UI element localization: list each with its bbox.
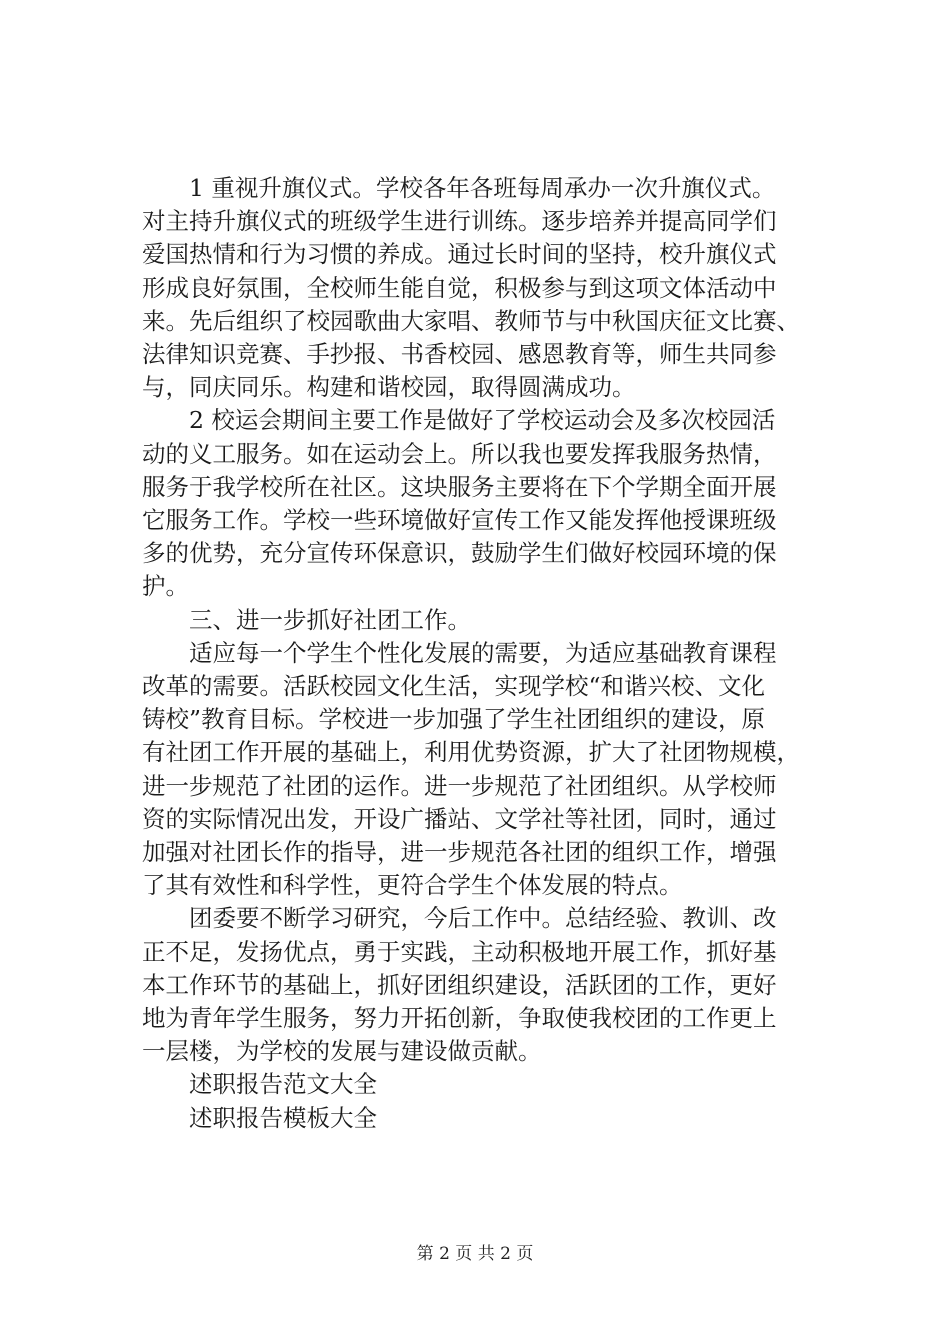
text-line: 动的义工服务。如在运动会上。所以我也要发挥我服务热情， [142,439,777,468]
text-line: 述职报告范文大全 [189,1070,377,1099]
text-line: 了其有效性和科学性，更符合学生个体发展的特点。 [142,871,683,900]
text-line: 加强对社团长作的指导，进一步规范各社团的组织工作，增强 [142,838,777,867]
section-heading-clubs [142,604,854,637]
text-line: 有社团工作开展的基础上，利用优势资源，扩大了社团物规模， [142,738,800,767]
text-line: 来。先后组织了校园歌曲大家唱、教师节与中秋国庆征文比赛、 [142,306,800,335]
text-line: 资的实际情况出发，开设广播站、文学社等社团，同时，通过 [142,804,777,833]
text-line: 对主持升旗仪式的班级学生进行训练。逐步培养并提高同学们 [142,207,777,236]
text-line: 本工作环节的基础上，抓好团组织建设，活跃团的工作，更好 [142,970,777,999]
text-line: 2 校运会期间主要工作是做好了学校运动会及多次校园活 [189,406,776,435]
text-line: 团委要不断学习研究，今后工作中。总结经验、教训、改 [189,904,777,933]
text-line: 正不足，发扬优点，勇于实践，主动积极地开展工作，抓好基 [142,937,777,966]
text-line: 三、进一步抓好社团工作。 [189,605,471,634]
text-line: 进一步规范了社团的运作。进一步规范了社团组织。从学校师 [142,771,777,800]
text-line: 服务于我学校所在社区。这块服务主要将在下个学期全面开展 [142,472,777,501]
page-number-footer: 第 2 页 共 2 页 [416,1244,534,1264]
text-line: 地为青年学生服务，努力开拓创新，争取使我校团的工作更上 [142,1004,777,1033]
related-link-report-samples [142,1068,854,1101]
text-line: 形成良好氛围，全校师生能自觉，积极参与到这项文体活动中 [142,273,777,302]
text-line: 法律知识竞赛、手抄报、书香校园、感恩教育等，师生共同参 [142,340,777,369]
text-line: 1 重视升旗仪式。学校各年各班每周承办一次升旗仪式。 [189,174,776,202]
text-line: 护。 [142,572,189,601]
text-line: 与，同庆同乐。构建和谐校园，取得圆满成功。 [142,373,636,402]
text-line: 改革的需要。活跃校园文化生活，实现学校“和谐兴校、文化 [142,672,766,701]
text-line: 多的优势，充分宣传环保意识，鼓励学生们做好校园环境的保 [142,539,777,568]
text-line: 述职报告模板大全 [189,1103,377,1132]
text-line: 适应每一个学生个性化发展的需要，为适应基础教育课程 [189,638,777,667]
paragraph-league-committee [142,902,854,1068]
text-line: 一层楼，为学校的发展与建设做贡献。 [142,1037,542,1066]
paragraph-flag-ceremony [142,172,854,404]
paragraph-sports-meet [142,404,854,603]
related-link-report-templates [142,1102,854,1135]
text-line: 它服务工作。学校一些环境做好宣传工作又能发挥他授课班级 [142,506,777,535]
paragraph-clubs [142,637,854,903]
text-line: 铸校”教育目标。学校进一步加强了学生社团组织的建设，原 [142,705,766,734]
document-body [142,172,854,1135]
text-line: 爱国热情和行为习惯的养成。通过长时间的坚持，校升旗仪式 [142,240,777,269]
